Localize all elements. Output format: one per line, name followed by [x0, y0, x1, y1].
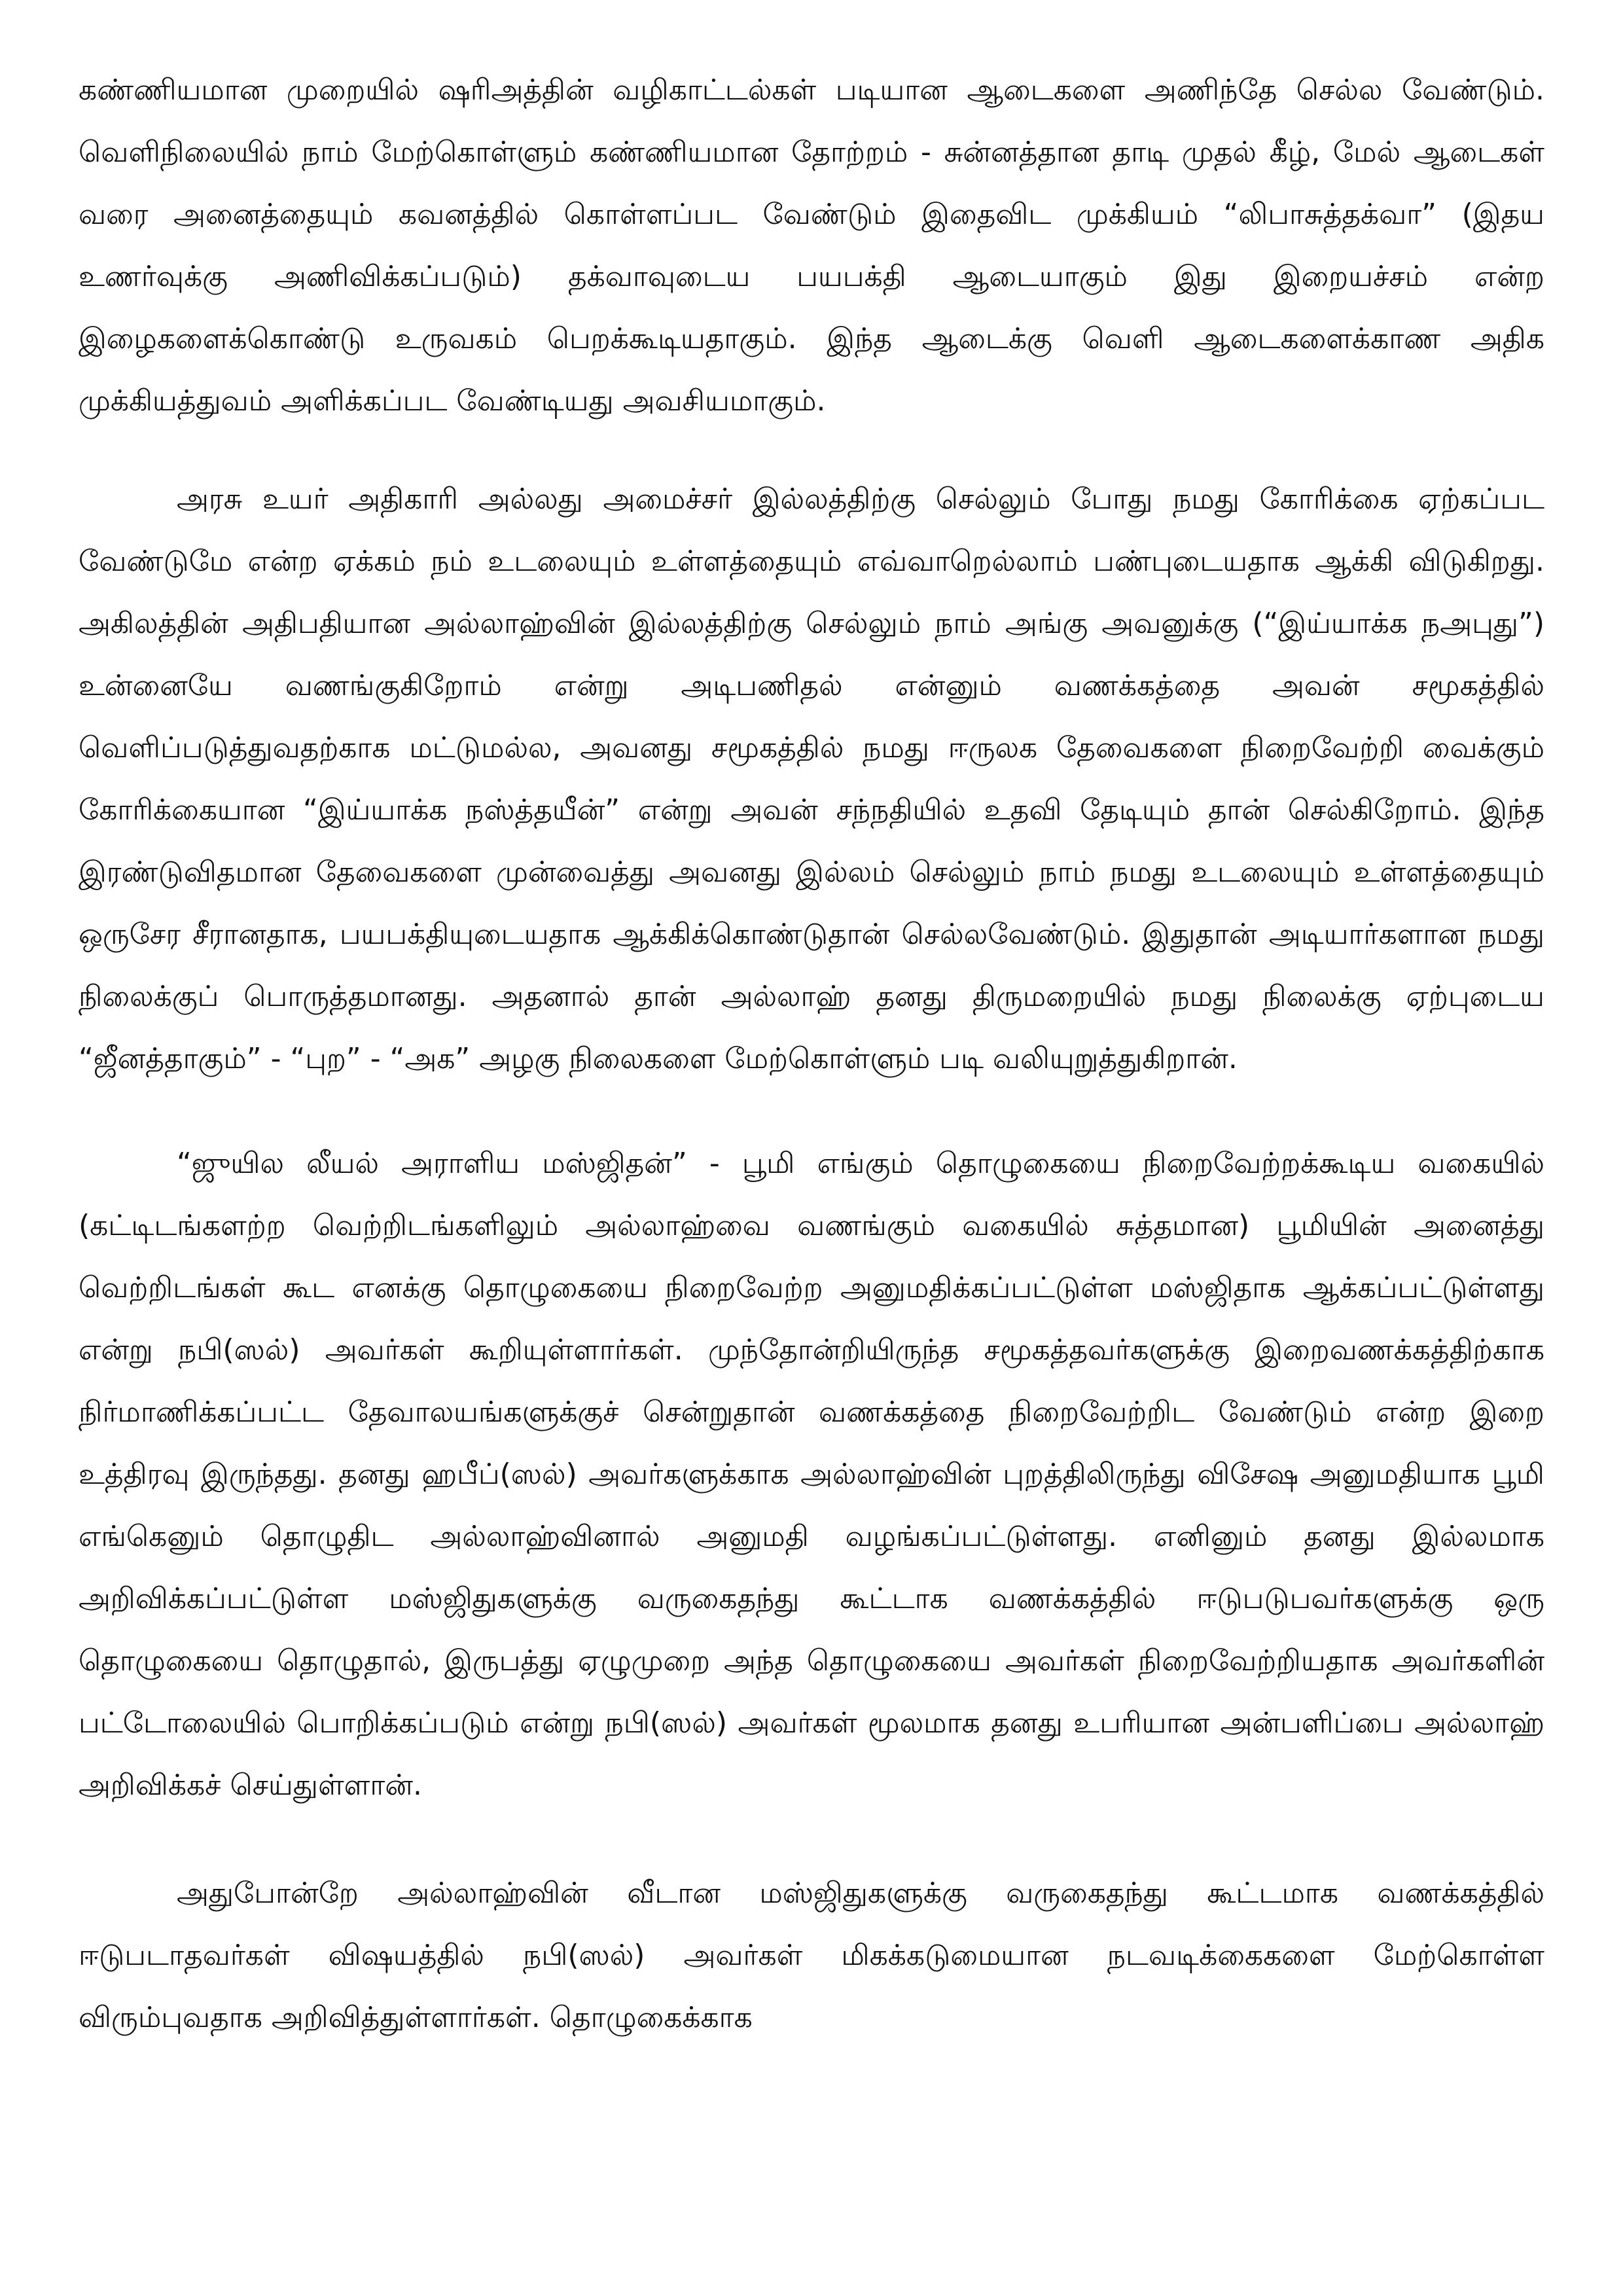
paragraph-2: அரசு உயர் அதிகாரி அல்லது அமைச்சர் இல்லத்திற்கு செல்லும் போது நமது கோரிக்கை ஏற்கப்பட வேண்டுமே என்ற ஏக்கம் நம் உடலையும் உள்ளத்தையும் எவ்வாறெல்லாம் பண்புடையதாக ஆக்கி விடுகிறது. அகிலத்தின் அதிபதியான அல்லாஹ்வின் இல்லத்திற்கு செல்லும் நாம் அங்கு அவனுக்கு (“இய்யாக்க நஅபுது”) உன்னையே வணங்குகிறோம் என்று அடிபணிதல் என்னும் வணக்கத்தை அவன் சமூகத்தில் வெளிப்படுத்துவதற்காக மட்டுமல்ல, அவனது சமூகத்தில் நமது ஈருலக தேவைகளை நிறைவேற்றி வைக்கும் கோரிக்கையான “இய்யாக்க நஸ்த்தயீன்” என்று அவன் சந்நதியில் உதவி தேடியும் தான் செல்கிறோம். இந்த இரண்டுவிதமான தேவைகளை முன்வைத்து அவனது இல்லம் செல்லும் நாம் நமது உடலையும் உள்ளத்தையும் ஒருசேர சீரானதாக, பயபக்தியுடையதாக ஆக்கிக்கொண்டுதான் செல்லவேண்டும். இதுதான் அடியார்களான நமது நிலைக்குப் பொருத்தமானது. அதனால் தான் அல்லாஹ் தனது திருமறையில் நமது நிலைக்கு ஏற்புடைய “ஜீனத்தாகும்” - “புற” - “அக” அழகு நிலைகளை மேற்கொள்ளும் படி வலியுறுத்துகிறான்.	[79, 482, 1544, 1075]
paragraph-1: கண்ணியமான முறையில் ஷரிஅத்தின் வழிகாட்டல்கள் படியான ஆடைகளை அணிந்தே செல்ல வேண்டும். வெளிநிலையில் நாம் மேற்கொள்ளும் கண்ணியமான தோற்றம் - சுன்னத்தான தாடி முதல் கீழ், மேல் ஆடைகள் வரை அனைத்தையும் கவனத்தில் கொள்ளப்பட வேண்டும் இதைவிட முக்கியம் “லிபாசுத்தக்வா” (இதய உணர்வுக்கு அணிவிக்கப்படும்) தக்வாவுடைய பயபக்தி ஆடையாகும் இது இறையச்சம் என்ற இழைகளைக்கொண்டு உருவகம் பெறக்கூடியதாகும். இந்த ஆடைக்கு வெளி ஆடைகளைக்காண அதிக முக்கியத்துவம் அளிக்கப்பட வேண்டியது அவசியமாகும்.	[79, 73, 1544, 418]
paragraph-3: “ஜுயில லீயல் அராளிய மஸ்ஜிதன்” - பூமி எங்கும் தொழுகையை நிறைவேற்றக்கூடிய வகையில் (கட்டிடங்களற்ற வெற்றிடங்களிலும் அல்லாஹ்வை வணங்கும் வகையில் சுத்தமான) பூமியின் அனைத்து வெற்றிடங்கள் கூட எனக்கு தொழுகையை நிறைவேற்ற அனுமதிக்கப்பட்டுள்ள மஸ்ஜிதாக ஆக்கப்பட்டுள்ளது என்று நபி(ஸல்) அவர்கள் கூறியுள்ளார்கள். முந்தோன்றியிருந்த சமூகத்தவர்களுக்கு இறைவணக்கத்திற்காக நிர்மாணிக்கப்பட்ட தேவாலயங்களுக்குச் சென்றுதான் வணக்கத்தை நிறைவேற்றிட வேண்டும் என்ற இறை உத்திரவு இருந்தது. தனது ஹபீப்(ஸல்) அவர்களுக்காக அல்லாஹ்வின் புறத்திலிருந்து விசேஷ அனுமதியாக பூமி எங்கெனும் தொழுதிட அல்லாஹ்வினால் அனுமதி வழங்கப்பட்டுள்ளது. எனினும் தனது இல்லமாக அறிவிக்கப்பட்டுள்ள மஸ்ஜிதுகளுக்கு வருகைதந்து கூட்டாக வணக்கத்தில் ஈடுபடுபவர்களுக்கு ஒரு தொழுகையை தொழுதால், இருபத்து ஏழுமுறை அந்த தொழுகையை அவர்கள் நிறைவேற்றியதாக அவர்களின் பட்டோலையில் பொறிக்கப்படும் என்று நபி(ஸல்) அவர்கள் மூலமாக தனது உபரியான அன்பளிப்பை அல்லாஹ் அறிவிக்கச் செய்துள்ளான்.	[79, 1147, 1544, 1802]
document-page	[79, 59, 1544, 2271]
paragraph-4: அதுபோன்றே அல்லாஹ்வின் வீடான மஸ்ஜிதுகளுக்கு வருகைதந்து கூட்டமாக வணக்கத்தில் ஈடுபடாதவர்கள் விஷயத்தில் நபி(ஸல்) அவர்கள் மிகக்கடுமையான நடவடிக்கைகளை மேற்கொள்ள விரும்புவதாக அறிவித்துள்ளார்கள். தொழுகைக்காக	[79, 1876, 1544, 2034]
